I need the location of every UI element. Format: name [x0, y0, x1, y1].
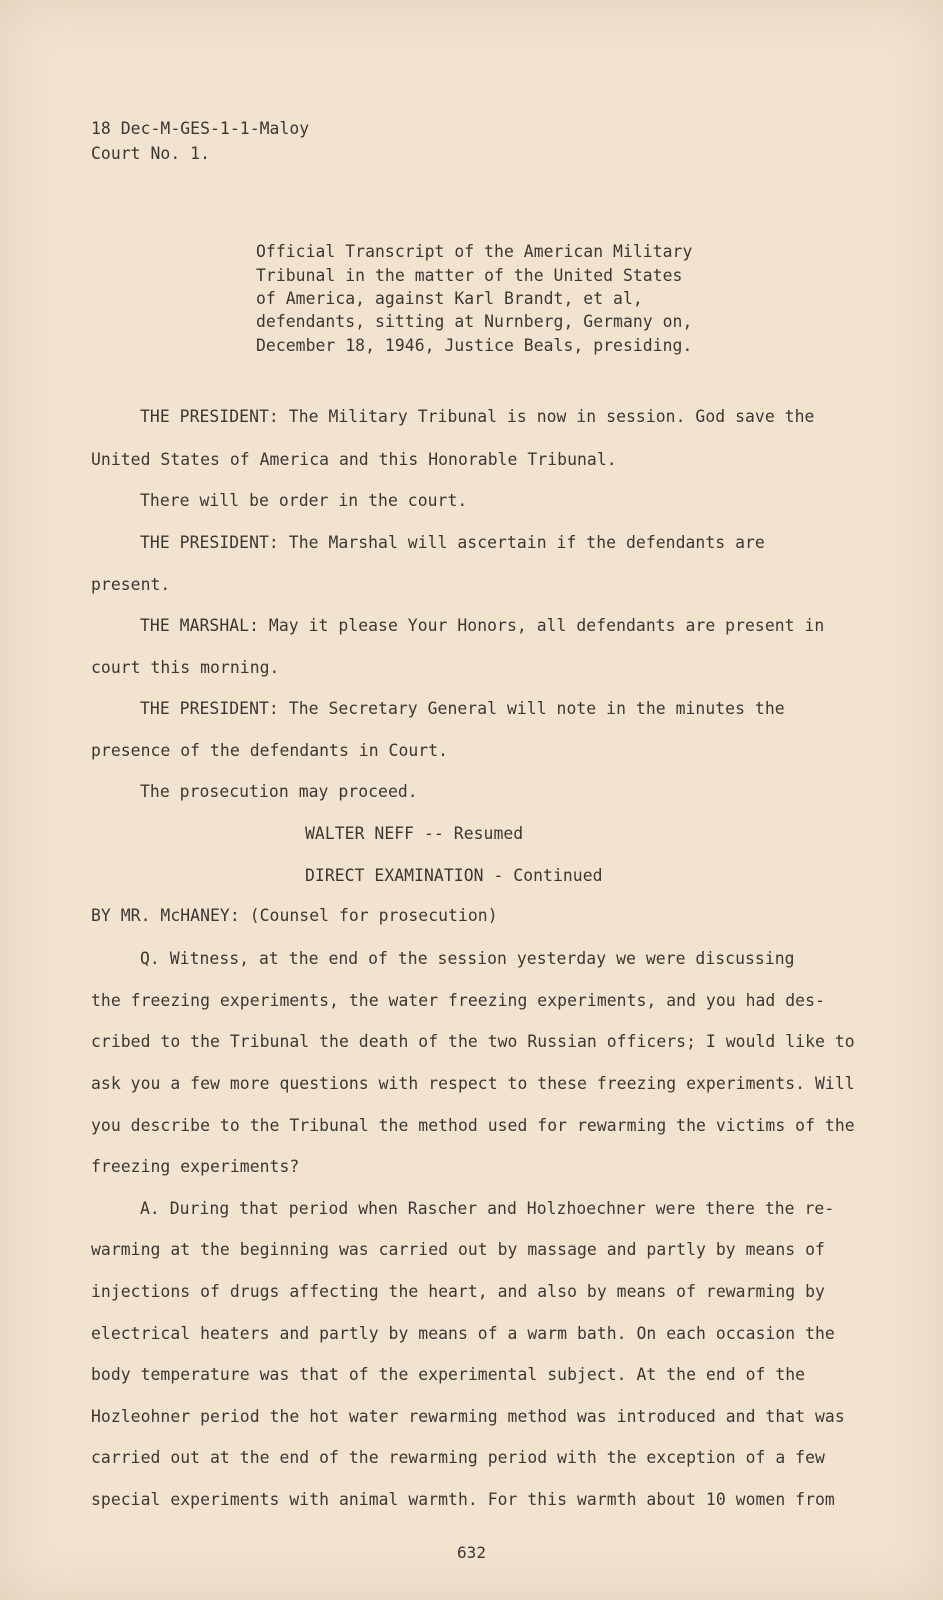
body-line: presence of the defendants in Court.	[91, 741, 449, 760]
body-line: injections of drugs affecting the heart, and also by means of rewarming by	[91, 1282, 825, 1301]
header-reference: 18 Dec-M-GES-1-1-Maloy	[91, 119, 310, 138]
caption-line: defendants, sitting at Nurnberg, Germany on,	[256, 312, 693, 331]
body-line: court this morning.	[91, 658, 280, 677]
body-line: BY MR. McHANEY: (Counsel for prosecution)	[91, 906, 498, 925]
body-line: carried out at the end of the rewarming period with the exception of a few	[91, 1448, 825, 1467]
body-line: THE MARSHAL: May it please Your Honors, all defendants are present in	[140, 616, 825, 635]
body-line: There will be order in the court.	[140, 491, 468, 510]
witness-heading: WALTER NEFF -- Resumed	[305, 824, 524, 843]
body-line: present.	[91, 575, 171, 594]
page-number: 632	[457, 1543, 486, 1562]
caption-line: of America, against Karl Brandt, et al,	[256, 289, 643, 308]
body-line: cribed to the Tribunal the death of the two Russian officers; I would like to	[91, 1032, 855, 1051]
body-line: special experiments with animal warmth. For this warmth about 10 women from	[91, 1490, 835, 1509]
body-line: Q. Witness, at the end of the session yesterday we were discussing	[140, 949, 795, 968]
caption-line: Official Transcript of the American Military	[256, 242, 693, 261]
body-line: body temperature was that of the experimental subject. At the end of the	[91, 1365, 806, 1384]
body-line: warming at the beginning was carried out by massage and partly by means of	[91, 1240, 825, 1259]
body-line: A. During that period when Rascher and Holzhoechner were there the re-	[140, 1199, 835, 1218]
body-line: ask you a few more questions with respect to these freezing experiments. Will	[91, 1074, 855, 1093]
body-line: electrical heaters and partly by means of a warm bath. On each occasion the	[91, 1324, 835, 1343]
body-line: Hozleohner period the hot water rewarming method was introduced and that was	[91, 1407, 845, 1426]
body-line: The prosecution may proceed.	[140, 782, 418, 801]
body-line: United States of America and this Honorable Tribunal.	[91, 450, 617, 469]
header-court: Court No. 1.	[91, 144, 211, 163]
body-line: THE PRESIDENT: The Secretary General will note in the minutes the	[140, 699, 785, 718]
body-line: THE PRESIDENT: The Marshal will ascertain if the defendants are	[140, 533, 765, 552]
caption-line: Tribunal in the matter of the United States	[256, 266, 683, 285]
body-line: you describe to the Tribunal the method used for rewarming the victims of the	[91, 1116, 855, 1135]
caption-line: December 18, 1946, Justice Beals, presiding.	[256, 336, 693, 355]
body-line: freezing experiments?	[91, 1157, 300, 1176]
body-line: the freezing experiments, the water freezing experiments, and you had des-	[91, 991, 825, 1010]
examination-heading: DIRECT EXAMINATION - Continued	[305, 866, 603, 885]
body-line: THE PRESIDENT: The Military Tribunal is now in session. God save the	[140, 407, 815, 426]
